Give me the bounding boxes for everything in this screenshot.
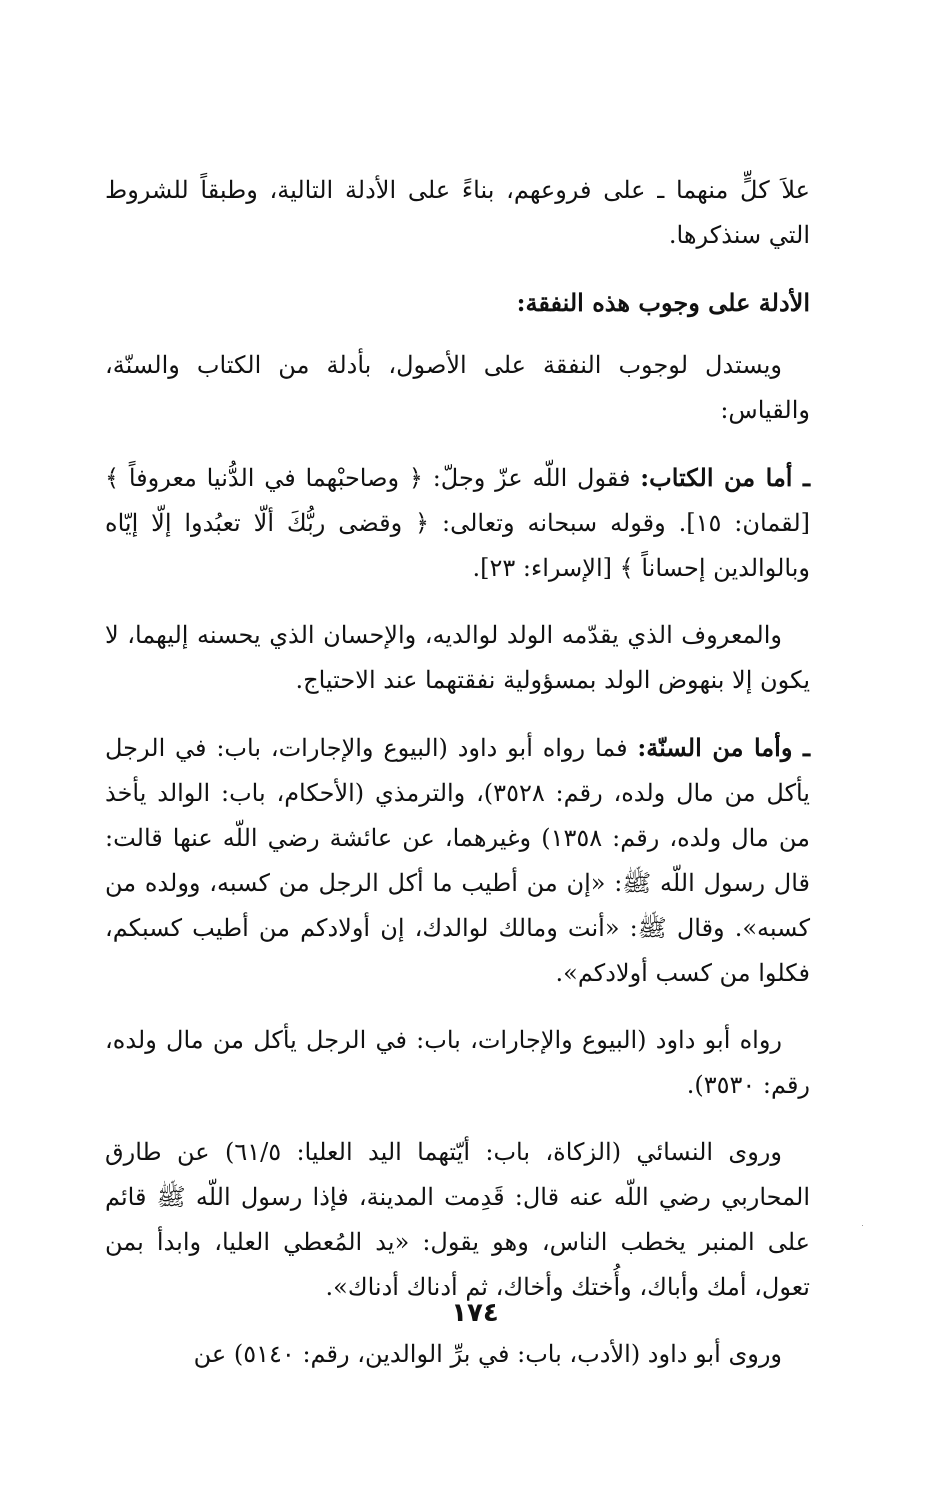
paragraph-text: فقول اللّه عزّ وجلّ: ﴿ وصاحبْهما في الدُّنيا معروفاً ﴾ [لقمان: ١٥]. وقوله سبحانه وتعالى: ﴿ وقضى ربُّكَ ألّا تعبُدوا إلّا إيّاه وبالوالدين إحساناً ﴾ [الإسراء: ٢٣]. [105, 464, 811, 582]
paragraph-citation [105, 1018, 810, 1108]
page-body [105, 168, 810, 1399]
section-heading [105, 280, 810, 325]
paragraph-continuation [105, 168, 810, 258]
paragraph-quran-evidence [105, 455, 810, 591]
paragraph-lead: ـ وأما من السنّة: [637, 733, 810, 762]
paragraph-explanation [105, 613, 810, 703]
paragraph-text: ويستدل لوجوب النفقة على الأصول، بأدلة من الكتاب والسنّة، والقياس: [105, 351, 810, 424]
heading-text: الأدلة على وجوب هذه النفقة: [516, 288, 810, 317]
paragraph-abu-dawud [105, 1332, 810, 1377]
paragraph-text: علاَ كلٍّ منهما ـ على فروعهم، بناءً على الأدلة التالية، وطبقاً للشروط التي سنذكرها. [105, 176, 810, 249]
paragraph-text: وروى أبو داود (الأدب، باب: في برِّ الوالدين، رقم: ٥١٤٠) عن [193, 1340, 782, 1368]
paragraph-evidence-intro [105, 343, 810, 433]
paragraph-text: رواه أبو داود (البيوع والإجارات، باب: في الرجل يأكل من مال ولده، رقم: ٣٥٣٠). [105, 1026, 810, 1099]
paragraph-lead: ـ أما من الكتاب: [640, 463, 810, 492]
paragraph-text: والمعروف الذي يقدّمه الولد لوالديه، والإحسان الذي يحسنه إليهما، لا يكون إلا بنهوض الولد بمسؤولية نفقتهما عند الاحتياج. [105, 621, 810, 694]
paragraph-sunnah-evidence [105, 725, 810, 996]
paragraph-nasai-hadith [105, 1130, 810, 1310]
paragraph-text: فما رواه أبو داود (البيوع والإجارات، باب: في الرجل يأكل من مال ولده، رقم: ٣٥٢٨)، والترمذي (الأحكام، باب: الوالد يأخذ من مال ولده، رقم: ١٣٥٨) وغيرهما، عن عائشة رضي اللّه عنها قالت: قال رسول اللّه ﷺ: «إن من أطيب ما أكل الرجل من كسبه، وولده من كسبه». وقال ﷺ: «أنت ومالك لوالدك، إن أولادكم من أطيب كسبكم، فكلوا من كسب أولادكم». [105, 734, 810, 987]
page-number: ١٧٤ [451, 1298, 499, 1328]
margin-mark [862, 1225, 863, 1226]
paragraph-text: وروى النسائي (الزكاة، باب: أيّتهما اليد العليا: ٦١/٥) عن طارق المحاربي رضي اللّه عنه قال: قَدِمت المدينة، فإذا رسول اللّه ﷺ قائم على المنبر يخطب الناس، وهو يقول: «يد المُعطي العليا، وابدأ بمن تعول، أمك وأباك، وأُختك وأخاك، ثم أدناك أدناك». [105, 1138, 810, 1301]
